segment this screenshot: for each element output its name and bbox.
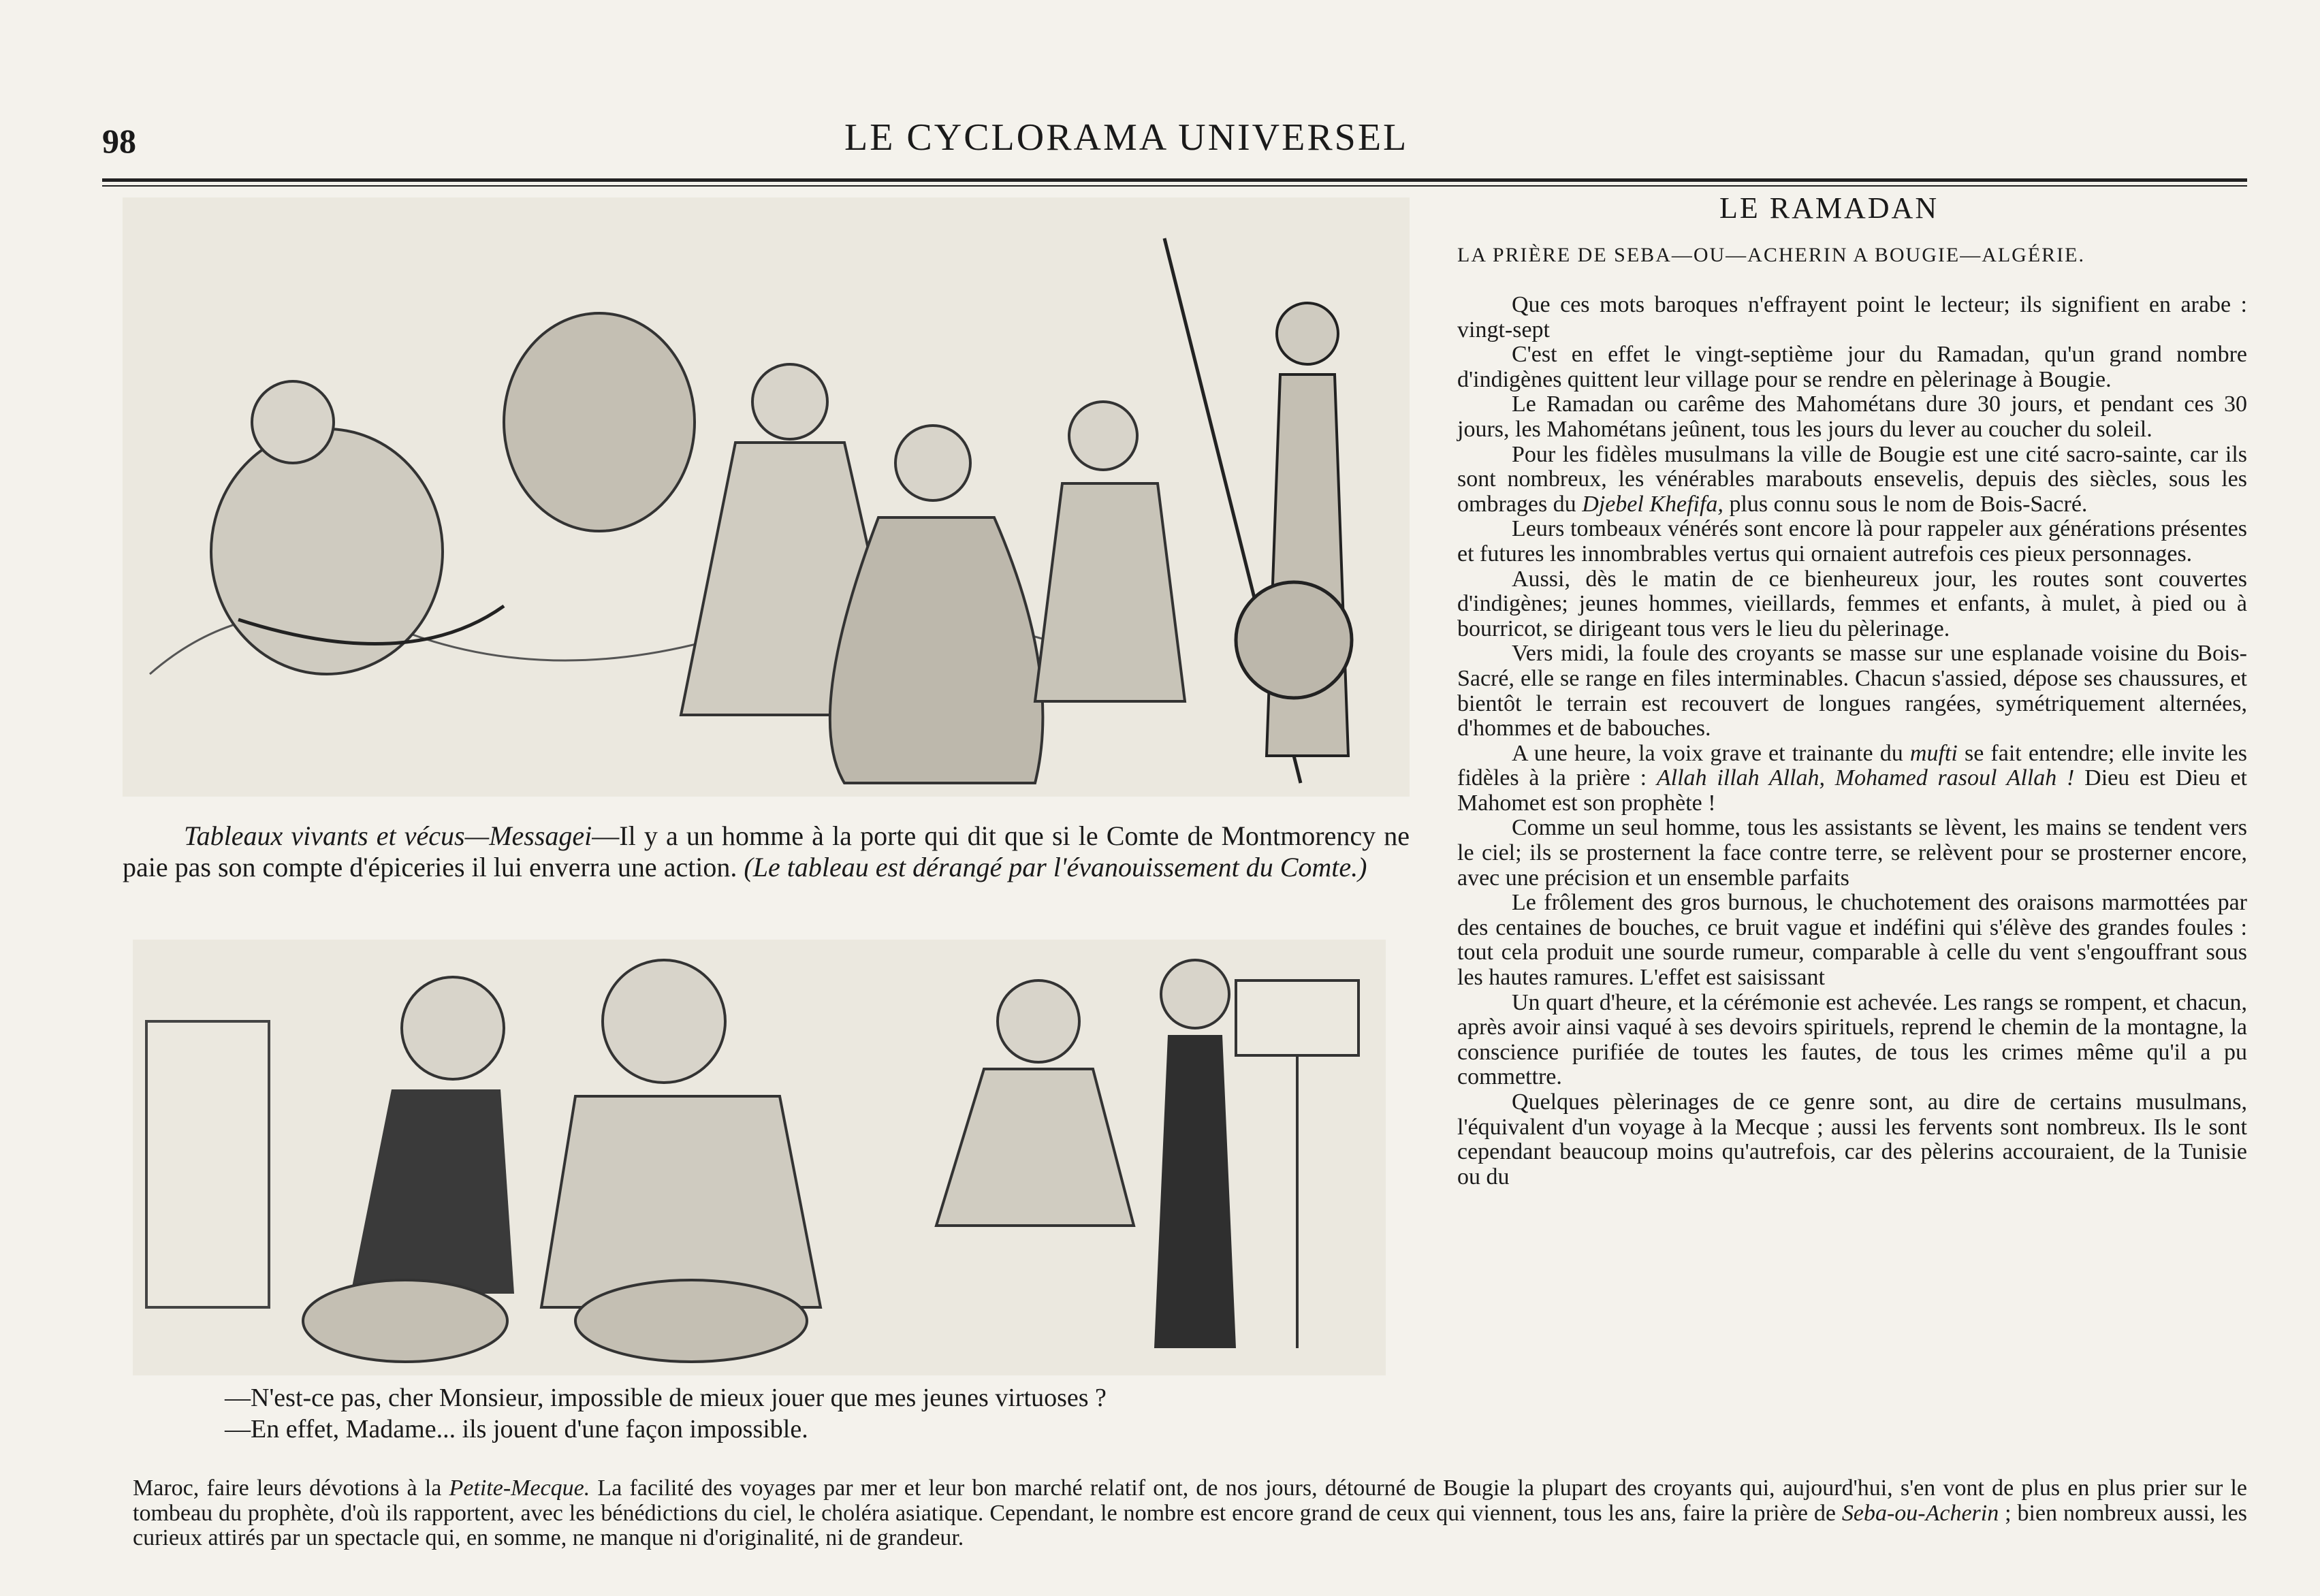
caption-note: (Le tableau est dérangé par l'évanouissement du Comte.) [744,852,1367,882]
paragraph [1457,443,2247,517]
paragraph: Le frôlement des gros burnous, le chuchotement des oraisons marmottées par des centaines de bouches, ce bruit vague et indéfini qui s'élève des grandes foules : tout cela produit une sourde rumeur, comparable à celle du vent s'engouffrant sous les hautes ramures. L'effet est saisissant [1457,890,2247,991]
caption-body: —Il y a un homme à la porte qui dit que si le Comte de Montmorency ne paie pas son compte d'épiceries il lui enverra une action. [123,820,1410,882]
prayer-quote: Allah illah Allah, Mohamed rasoul Allah ! [1656,765,2075,791]
paragraph: Le Ramadan ou carême des Mahométans dure 30 jours, et pendant ces 30 jours, les Mahométans jeûnent, tous les jours du lever au coucher du soleil. [1457,392,2247,442]
continuation-text [133,1476,2247,1551]
paragraph: Quelques pèlerinages de ce genre sont, au dire de certains musulmans, l'équivalent d'un voyage à la Mecque ; aussi les fervents sont nombreux. Ils le sont cependant beaucoup moins qu'autrefois, car des pèlerins accouraient, de la Tunisie ou du [1457,1089,2247,1190]
article-title: LE RAMADAN [1719,191,1939,225]
paragraph-text: se fait entendre; elle invite les fidèles à la prière : [1457,740,2248,791]
salon-music-engraving [133,940,1386,1375]
paragraph-text: Dieu est Dieu et Mahomet est son prophète ! [1457,765,2247,816]
tableau-vivant-drawing [123,197,1410,797]
paragraph-text: plus connu sous le nom de Bois-Sacré. [1723,491,2088,517]
dialogue-line-2: —En effet, Madame... ils jouent d'une façon impossible. [225,1415,808,1443]
dialogue-line-1: —N'est-ce pas, cher Monsieur, impossible de mieux jouer que mes jeunes virtuoses ? [225,1384,1107,1412]
italic-term: mufti [1909,740,1958,766]
paragraph-text: ; bien nombreux aussi, les curieux attirés par un spectacle qui, en somme, ne manque ni d'originalité, ni de grandeur. [133,1500,2247,1551]
header-rule-thin [102,185,2247,187]
paragraph [1457,741,2247,816]
bottom-caption [225,1382,1396,1445]
page-number: 98 [102,122,136,160]
paragraph: Vers midi, la foule des croyants se masse sur une esplanade voisine du Bois-Sacré, elle se range en files interminables. Chacun s'assied, dépose ses chaussures, et bientôt le terrain est recouvert de longues rangées, symétriquement alternées, d'hommes et de babouches. [1457,641,2247,741]
paragraph-text: A une heure, la voix grave et trainante du [1512,740,1910,766]
paragraph: C'est en effet le vingt-septième jour du Ramadan, qu'un grand nombre d'indigènes quittent leur village pour se rendre en pèlerinage à Bougie. [1457,342,2247,392]
paragraph: Leurs tombeaux vénérés sont encore là pour rappeler aux générations présentes et futures les innombrables vertus qui ornaient autrefois ces pieux personnages. [1457,516,2247,566]
paragraph: Comme un seul homme, tous les assistants se lèvent, les mains se tendent vers le ciel; ils se prosternent la face contre terre, se relèvent pour se prosterner encore, avec une précision et un ensemble parfaits [1457,815,2247,891]
paragraph: Aussi, dès le matin de ce bienheureux jour, les routes sont couvertes d'indigènes; jeunes hommes, vieillards, femmes et enfants, à mulet, à pied ou à bourricot, se dirigeant tous vers le lieu du pèlerinage. [1457,566,2247,641]
paragraph: Un quart d'heure, et la cérémonie est achevée. Les rangs se rompent, et chacun, après avoir ainsi vaqué à ses devoirs spirituels, reprend le chemin de la montagne, la conscience purifiée de toutes les fautes, de tous les crimes même qu'il a pu commettre. [1457,989,2247,1090]
top-caption [123,820,1410,883]
tableau-vivant-engraving [123,197,1410,797]
salon-music-drawing [133,940,1386,1375]
paragraph: Que ces mots baroques n'effrayent point le lecteur; ils signifient en arabe : vingt-sept [1457,292,2247,342]
running-title: LE CYCLORAMA UNIVERSEL [844,116,1409,159]
paragraph-text: Pour les fidèles musulmans la ville de Bougie est une cité sacro-sainte, car ils sont nombreux, les vénérables marabouts ensevelis, depuis des siècles, sous les ombrages du [1457,441,2247,517]
italic-term: Petite-Mecque. [449,1475,590,1501]
paragraph-text: Maroc, faire leurs dévotions à la [133,1475,449,1501]
paragraph-text: La facilité des voyages par mer et leur bon marché relatif ont, de nos jours, détourné de Bougie la plupart des croyants qui, aujourd'hui, s'en vont de plus en plus prier sur le tombeau du prophète, d'où ils rapportent, avec les bénédictions du ciel, le choléra asiatique. Cependant, le nombre est encore grand de ceux qui viennent, tous les ans, faire la prière de [133,1475,2247,1526]
place-name: Djebel Khefifa, [1582,491,1723,517]
italic-term: Seba-ou-Acherin [1841,1500,1999,1526]
article-subtitle: LA PRIÈRE DE SEBA—OU—ACHERIN A BOUGIE—ALGÉRIE. [1457,244,2085,266]
caption-title: Tableaux vivants et vécus—Messagei [184,820,592,851]
article-body [1457,293,2247,1190]
header-rule [102,178,2247,182]
